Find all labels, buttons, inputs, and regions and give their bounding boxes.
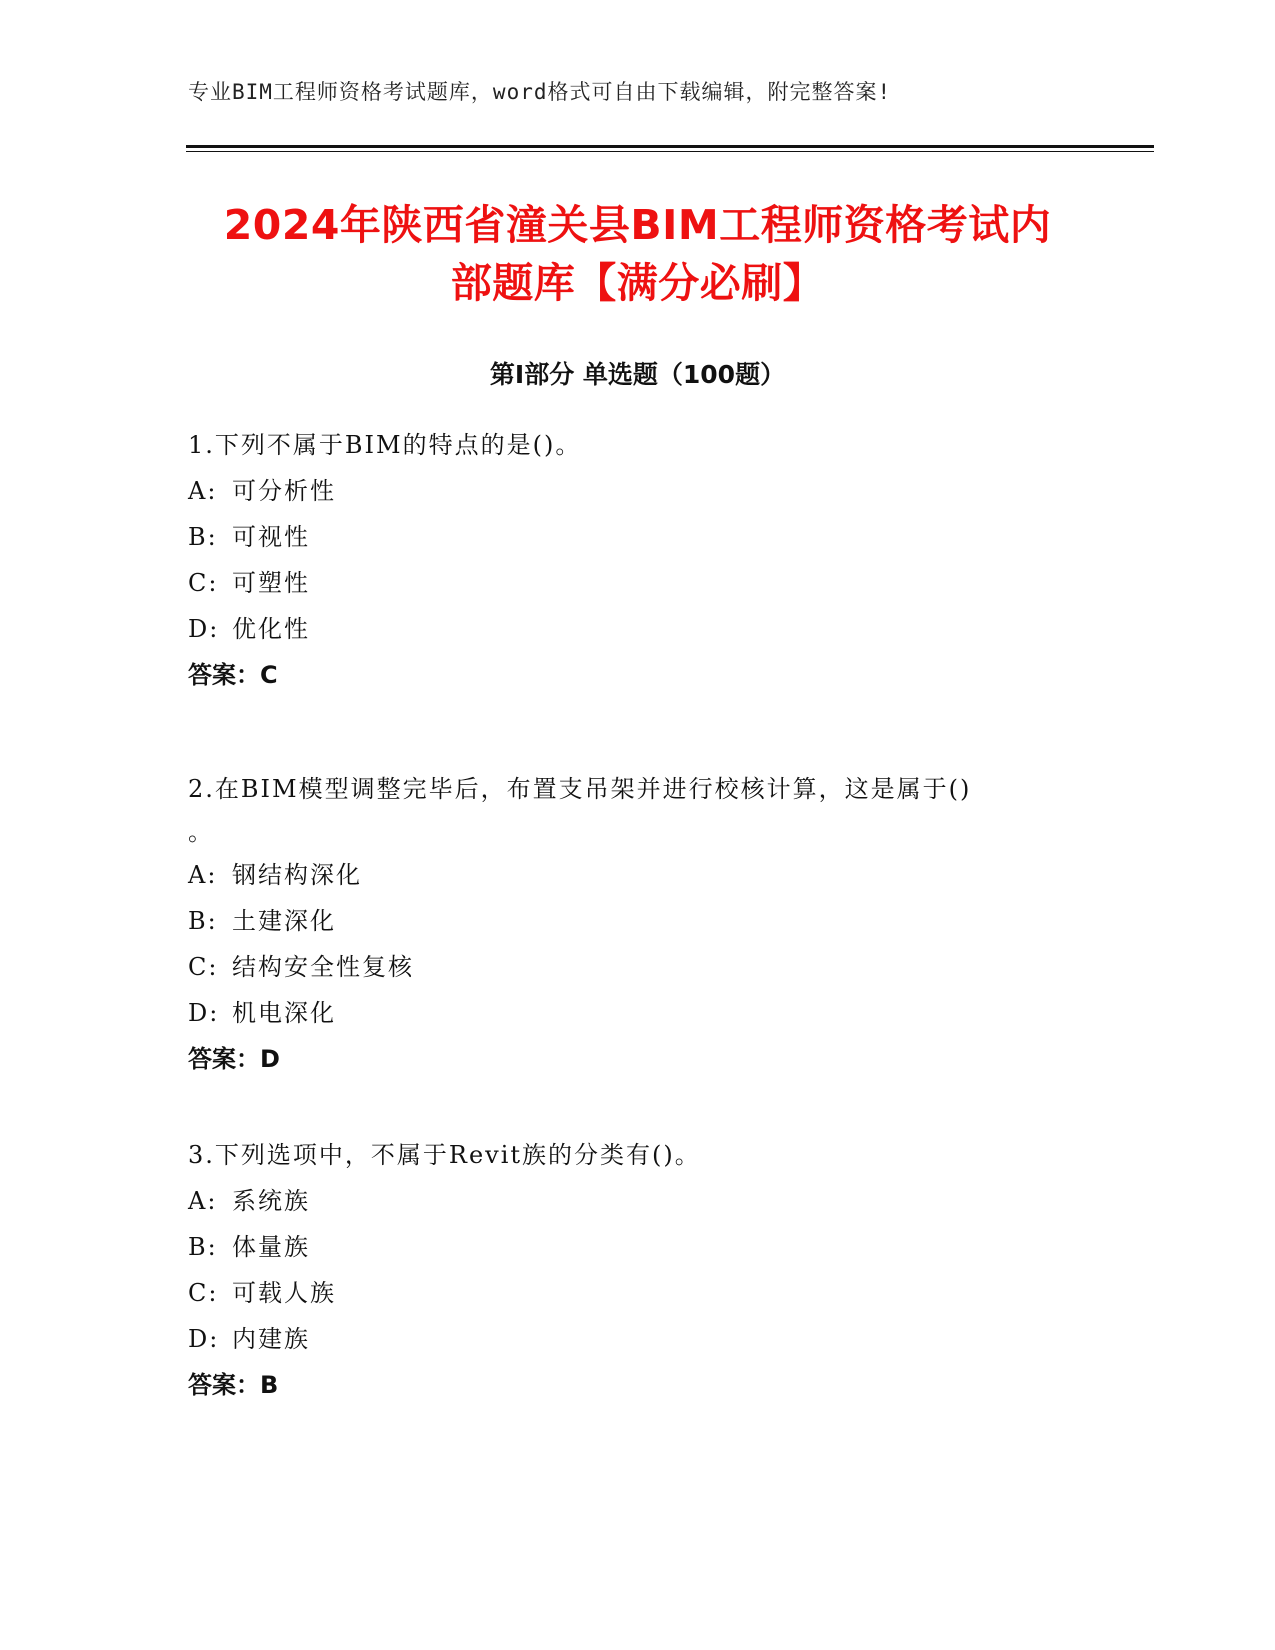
answer-label: 答案：C [188,661,278,689]
option-c [188,560,1088,606]
question-2 [188,766,1088,1082]
question-stem: 2.在BIM模型调整完毕后，布置支吊架并进行校核计算，这是属于() [188,775,972,803]
option-letter: D: [188,615,220,643]
option-text: 可视性 [232,523,310,551]
option-text: 机电深化 [232,999,336,1027]
option-b [188,514,1088,560]
answer-label: 答案：D [188,1045,280,1073]
option-a [188,468,1088,514]
option-text: 结构安全性复核 [232,953,414,981]
option-letter: C: [188,1279,219,1307]
option-text: 内建族 [232,1325,310,1353]
option-letter: D: [188,1325,220,1353]
question-stem: 1.下列不属于BIM的特点的是()。 [188,431,582,459]
option-text: 钢结构深化 [232,861,362,889]
option-letter: D: [188,999,220,1027]
option-text: 体量族 [232,1233,310,1261]
option-text: 系统族 [232,1187,310,1215]
option-letter: C: [188,953,219,981]
header-divider-thin [186,151,1154,152]
document-title [150,196,1125,312]
option-d [188,1316,1088,1362]
option-letter: C: [188,569,219,597]
option-letter: B: [188,907,218,935]
option-letter: B: [188,1233,218,1261]
section-heading: 第I部分 单选题（100题） [489,360,786,389]
option-text: 可分析性 [232,477,336,505]
option-b [188,898,1088,944]
question-stem: 3.下列选项中，不属于Revit族的分类有()。 [188,1141,701,1169]
option-c [188,944,1088,990]
option-letter: B: [188,523,218,551]
option-d [188,990,1088,1036]
title-line-2: 部题库【满分必刷】 [450,259,825,307]
title-line-1: 2024年陕西省潼关县BIM工程师资格考试内 [223,201,1052,249]
option-text: 土建深化 [232,907,336,935]
option-text: 可载人族 [232,1279,336,1307]
option-letter: A: [188,1187,218,1215]
header-divider [186,145,1154,148]
header-note: 专业BIM工程师资格考试题库，word格式可自由下载编辑，附完整答案! [188,80,892,104]
answer-label: 答案：B [188,1371,279,1399]
option-c [188,1270,1088,1316]
option-d [188,606,1088,652]
option-a [188,1178,1088,1224]
option-text: 优化性 [232,615,310,643]
option-a [188,852,1088,898]
question-3 [188,1132,1088,1408]
option-text: 可塑性 [232,569,310,597]
option-b [188,1224,1088,1270]
question-1 [188,422,1088,698]
option-letter: A: [188,477,218,505]
question-stem-continuation: 。 [188,818,212,846]
option-letter: A: [188,861,218,889]
